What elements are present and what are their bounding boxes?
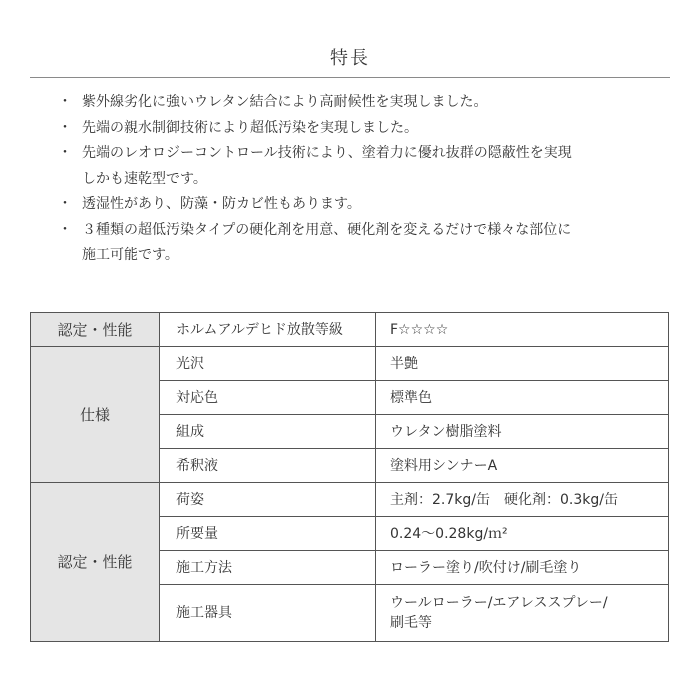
item-cell: ホルムアルデヒド放散等級 bbox=[160, 313, 376, 347]
feature-item bbox=[50, 218, 670, 269]
feature-text: ３種類の超低汚染タイプの硬化剤を用意、硬化剤を変えるだけで様々な部位に bbox=[82, 221, 572, 238]
category-cell: 認定・性能 bbox=[31, 483, 160, 642]
feature-text: 透湿性があり、防藻・防カビ性もあります。 bbox=[82, 196, 361, 212]
value-cell: ローラー塗り/吹付け/刷毛塗り bbox=[376, 551, 669, 585]
section-title: 特長 bbox=[330, 48, 370, 69]
item-cell: 希釈液 bbox=[160, 449, 376, 483]
feature-item bbox=[50, 116, 670, 142]
item-cell: 対応色 bbox=[160, 381, 376, 415]
table-row bbox=[31, 483, 669, 517]
item-cell: 施工方法 bbox=[160, 551, 376, 585]
feature-item bbox=[50, 90, 670, 116]
value-line: 刷毛等 bbox=[390, 615, 432, 631]
category-cell: 仕様 bbox=[31, 347, 160, 483]
item-cell: 荷姿 bbox=[160, 483, 376, 517]
value-cell: 半艶 bbox=[376, 347, 669, 381]
bullet: ・ bbox=[58, 196, 72, 212]
spec-table bbox=[30, 312, 669, 642]
bullet: ・ bbox=[58, 119, 72, 136]
feature-text: 先端の親水制御技術により超低汚染を実現しました。 bbox=[82, 119, 418, 136]
item-cell: 所要量 bbox=[160, 517, 376, 551]
bullet: ・ bbox=[58, 94, 72, 110]
title-divider bbox=[30, 77, 670, 78]
table-row bbox=[31, 313, 669, 347]
feature-text: 先端のレオロジーコントロール技術により、塗着力に優れ抜群の隠蔽性を実現 bbox=[82, 145, 572, 161]
value-line: ウールローラー/エアレススプレー/ bbox=[390, 595, 608, 611]
category-cell: 認定・性能 bbox=[31, 313, 160, 347]
item-cell: 施工器具 bbox=[160, 585, 376, 642]
value-cell: 主剤：2.7kg/缶 硬化剤：0.3kg/缶 bbox=[376, 483, 669, 517]
feature-text: 施工可能です。 bbox=[82, 247, 179, 263]
bullet: ・ bbox=[58, 145, 72, 161]
item-cell: 光沢 bbox=[160, 347, 376, 381]
value-cell: ウレタン樹脂塗料 bbox=[376, 415, 669, 449]
feature-item bbox=[50, 141, 670, 192]
feature-text: 紫外線劣化に強いウレタン結合により高耐候性を実現しました。 bbox=[82, 94, 488, 110]
value-cell: 標準色 bbox=[376, 381, 669, 415]
item-cell: 組成 bbox=[160, 415, 376, 449]
feature-text: しかも速乾型です。 bbox=[82, 170, 207, 187]
value-cell: F☆☆☆☆ bbox=[376, 313, 669, 347]
value-cell bbox=[376, 585, 669, 642]
bullet: ・ bbox=[58, 221, 72, 238]
feature-list bbox=[50, 90, 670, 269]
table-row bbox=[31, 347, 669, 381]
feature-item bbox=[50, 192, 670, 218]
value-cell: 0.24～0.28kg/ｍ² bbox=[376, 517, 669, 551]
value-cell: 塗料用シンナーA bbox=[376, 449, 669, 483]
